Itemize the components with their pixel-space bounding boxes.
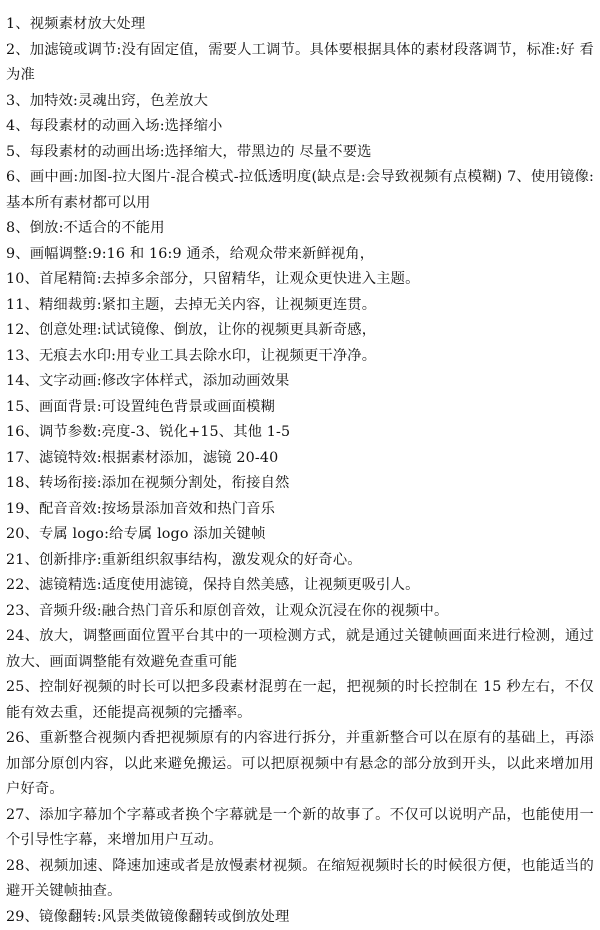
list-item: 16、调节参数:亮度-3、锐化+15、其他 1-5 bbox=[6, 420, 594, 446]
list-item: 2、加滤镜或调节:没有固定值，需要人工调节。具体要根据具体的素材段落调节，标准:好 看为准 bbox=[6, 38, 594, 89]
list-item: 6、画中画:加图-拉大图片-混合模式-拉低透明度(缺点是:会导致视频有点模糊) 7、使用镜像:基本所有素材都可以用 bbox=[6, 165, 594, 216]
list-item: 8、倒放:不适合的不能用 bbox=[6, 216, 594, 242]
list-item: 3、加特效:灵魂出窍，色差放大 bbox=[6, 89, 594, 115]
list-item: 27、添加字幕加个字幕或者换个字幕就是一个新的故事了。不仅可以说明产品，也能使用一个引导性字幕，来增加用户互动。 bbox=[6, 803, 594, 854]
list-item: 28、视频加速、降速加速或者是放慢素材视频。在缩短视频时长的时候很方便，也能适当的避开关键帧抽查。 bbox=[6, 854, 594, 905]
list-item: 14、文字动画:修改字体样式，添加动画效果 bbox=[6, 369, 594, 395]
list-item: 17、滤镜特效:根据素材添加，滤镜 20-40 bbox=[6, 446, 594, 472]
list-item: 19、配音音效:按场景添加音效和热门音乐 bbox=[6, 497, 594, 523]
list-item: 23、音频升级:融合热门音乐和原创音效，让观众沉浸在你的视频中。 bbox=[6, 599, 594, 625]
list-item: 15、画面背景:可设置纯色背景或画面模糊 bbox=[6, 395, 594, 421]
list-item: 18、转场衔接:添加在视频分割处，衔接自然 bbox=[6, 471, 594, 497]
list-item: 5、每段素材的动画出场:选择缩大，带黑边的 尽量不要选 bbox=[6, 140, 594, 166]
list-item: 22、滤镜精选:适度使用滤镜，保持自然美感，让视频更吸引人。 bbox=[6, 573, 594, 599]
list-item: 25、控制好视频的时长可以把多段素材混剪在一起，把视频的时长控制在 15 秒左右，不仅能有效去重，还能提高视频的完播率。 bbox=[6, 675, 594, 726]
list-item: 12、创意处理:试试镜像、倒放，让你的视频更具新奇感， bbox=[6, 318, 594, 344]
list-item: 9、画幅调整:9:16 和 16:9 通杀，给观众带来新鲜视角， bbox=[6, 242, 594, 268]
list-item: 1、视频素材放大处理 bbox=[6, 12, 594, 38]
list-item: 13、无痕去水印:用专业工具去除水印，让视频更干净净。 bbox=[6, 344, 594, 370]
list-item: 11、精细裁剪:紧扣主题，去掉无关内容，让视频更连贯。 bbox=[6, 293, 594, 319]
list-item: 10、首尾精简:去掉多余部分，只留精华，让观众更快进入主题。 bbox=[6, 267, 594, 293]
list-item: 4、每段素材的动画入场:选择缩小 bbox=[6, 114, 594, 140]
list-item: 24、放大，调整画面位置平台其中的一项检测方式，就是通过关键帧画面来进行检测，通过放大、画面调整能有效避免查重可能 bbox=[6, 624, 594, 675]
list-item: 26、重新整合视频内香把视频原有的内容进行拆分，并重新整合可以在原有的基础上，再添加部分原创内容，以此来避免搬运。可以把原视频中有悬念的部分放到开头，以此来增加用户好奇。 bbox=[6, 726, 594, 803]
list-item: 20、专属 logo:给专属 logo 添加关键帧 bbox=[6, 522, 594, 548]
document-body bbox=[6, 12, 594, 930]
list-item: 29、镜像翻转:风景类做镜像翻转或倒放处理 bbox=[6, 905, 594, 930]
list-item: 21、创新排序:重新组织叙事结构，激发观众的好奇心。 bbox=[6, 548, 594, 574]
